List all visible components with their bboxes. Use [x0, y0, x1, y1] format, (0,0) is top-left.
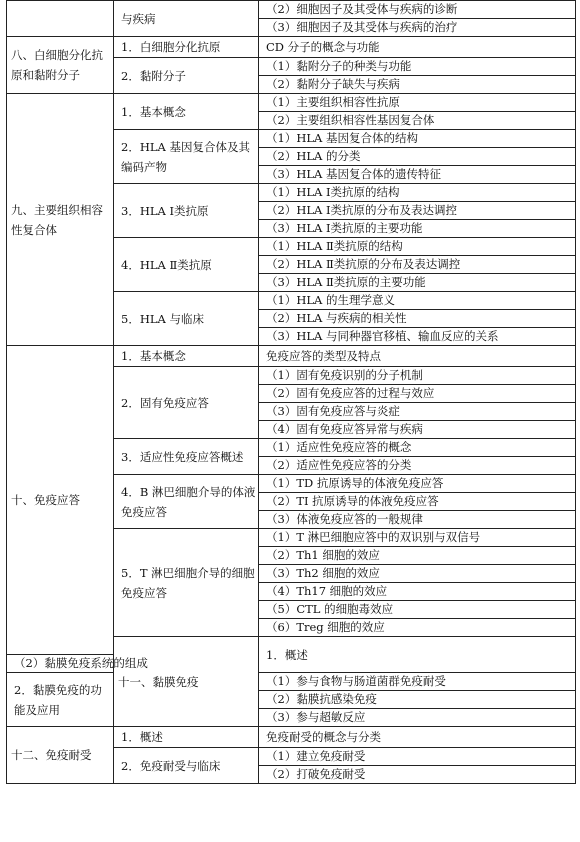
item-cell: （1）黏附分子的种类与功能 [259, 58, 576, 76]
item-cell: （3）体液免疫应答的一般规律 [259, 511, 576, 529]
section-cell: 4．B 淋巴细胞介导的体液免疫应答 [114, 475, 259, 529]
item-cell: （1）T 淋巴细胞应答中的双识别与双信号 [259, 529, 576, 547]
item-cell: （2）HLA Ⅱ类抗原的分布及表达调控 [259, 256, 576, 274]
chapter-cell: 九、主要组织相容性复合体 [7, 94, 114, 346]
section-cell: 1．白细胞分化抗原 [114, 37, 259, 58]
item-cell: （3）HLA 与同种器官移植、输血反应的关系 [259, 328, 576, 346]
item-cell: （3）HLA 基因复合体的遗传特征 [259, 166, 576, 184]
table-row [7, 727, 576, 748]
item-cell: （1）HLA Ⅰ类抗原的结构 [259, 184, 576, 202]
section-cell: 5．HLA 与临床 [114, 292, 259, 346]
section-cell: 1．概述 [114, 727, 259, 748]
item-cell: （2）HLA 与疾病的相关性 [259, 310, 576, 328]
chapter-cell: 十一、黏膜免疫 [114, 637, 259, 727]
section-cell: 2．免疫耐受与临床 [114, 748, 259, 784]
chapter-cell: 八、白细胞分化抗原和黏附分子 [7, 37, 114, 94]
item-cell: CD 分子的概念与功能 [259, 37, 576, 58]
item-cell: （2）Th1 细胞的效应 [259, 547, 576, 565]
section-cell: 2．黏附分子 [114, 58, 259, 94]
section-cell: 2．黏膜免疫的功能及应用 [7, 673, 114, 727]
item-cell: （3）HLA Ⅰ类抗原的主要功能 [259, 220, 576, 238]
item-cell: （2）主要组织相容性基因复合体 [259, 112, 576, 130]
item-cell: （1）建立免疫耐受 [259, 748, 576, 766]
item-cell: （4）固有免疫应答异常与疾病 [259, 421, 576, 439]
item-cell: （1）HLA 的生理学意义 [259, 292, 576, 310]
section-cell: 2．HLA 基因复合体及其编码产物 [114, 130, 259, 184]
item-cell: （2）适应性免疫应答的分类 [259, 457, 576, 475]
item-cell: （1）固有免疫识别的分子机制 [259, 367, 576, 385]
section-cell: 1．基本概念 [114, 346, 259, 367]
item-cell: （2）HLA Ⅰ类抗原的分布及表达调控 [259, 202, 576, 220]
chapter-cell [7, 1, 114, 37]
item-cell: （3）参与超敏反应 [259, 709, 576, 727]
item-cell: （2）固有免疫应答的过程与效应 [259, 385, 576, 403]
chapter-cell: 十、免疫应答 [7, 346, 114, 655]
item-cell: （3）固有免疫应答与炎症 [259, 403, 576, 421]
item-cell: （2）HLA 的分类 [259, 148, 576, 166]
chapter-cell: 十二、免疫耐受 [7, 727, 114, 784]
section-cell: 与疾病 [114, 1, 259, 37]
section-cell: 1．基本概念 [114, 94, 259, 130]
item-cell: （1）HLA Ⅱ类抗原的结构 [259, 238, 576, 256]
item-cell: （4）Th17 细胞的效应 [259, 583, 576, 601]
item-cell: （5）CTL 的细胞毒效应 [259, 601, 576, 619]
section-cell: 3．HLA Ⅰ类抗原 [114, 184, 259, 238]
item-cell: （2）黏附分子缺失与疾病 [259, 76, 576, 94]
table-row [7, 37, 576, 58]
item-cell: （1）TD 抗原诱导的体液免疫应答 [259, 475, 576, 493]
table-row [7, 346, 576, 367]
table-row [7, 673, 576, 691]
item-cell: （3）Th2 细胞的效应 [259, 565, 576, 583]
item-cell: （2）细胞因子及其受体与疾病的诊断 [259, 1, 576, 19]
item-cell: （2）TI 抗原诱导的体液免疫应答 [259, 493, 576, 511]
item-cell: （1）适应性免疫应答的概念 [259, 439, 576, 457]
section-cell: 3．适应性免疫应答概述 [114, 439, 259, 475]
section-cell: 5．T 淋巴细胞介导的细胞免疫应答 [114, 529, 259, 637]
section-cell: 2．固有免疫应答 [114, 367, 259, 439]
syllabus-table [6, 0, 576, 784]
item-cell: （2）黏膜免疫系统的组成 [7, 655, 114, 673]
item-cell: （1）主要组织相容性抗原 [259, 94, 576, 112]
item-cell: （2）黏膜抗感染免疫 [259, 691, 576, 709]
section-cell: 1．概述 [259, 637, 576, 673]
item-cell: 免疫耐受的概念与分类 [259, 727, 576, 748]
table-row [7, 94, 576, 112]
item-cell: （3）细胞因子及其受体与疾病的治疗 [259, 19, 576, 37]
item-cell: （2）打破免疫耐受 [259, 766, 576, 784]
table-row [7, 1, 576, 19]
item-cell: 免疫应答的类型及特点 [259, 346, 576, 367]
section-cell: 4．HLA Ⅱ类抗原 [114, 238, 259, 292]
item-cell: （6）Treg 细胞的效应 [259, 619, 576, 637]
item-cell: （1）HLA 基因复合体的结构 [259, 130, 576, 148]
item-cell: （3）HLA Ⅱ类抗原的主要功能 [259, 274, 576, 292]
item-cell: （1）参与食物与肠道菌群免疫耐受 [259, 673, 576, 691]
syllabus-table-body [7, 1, 576, 784]
